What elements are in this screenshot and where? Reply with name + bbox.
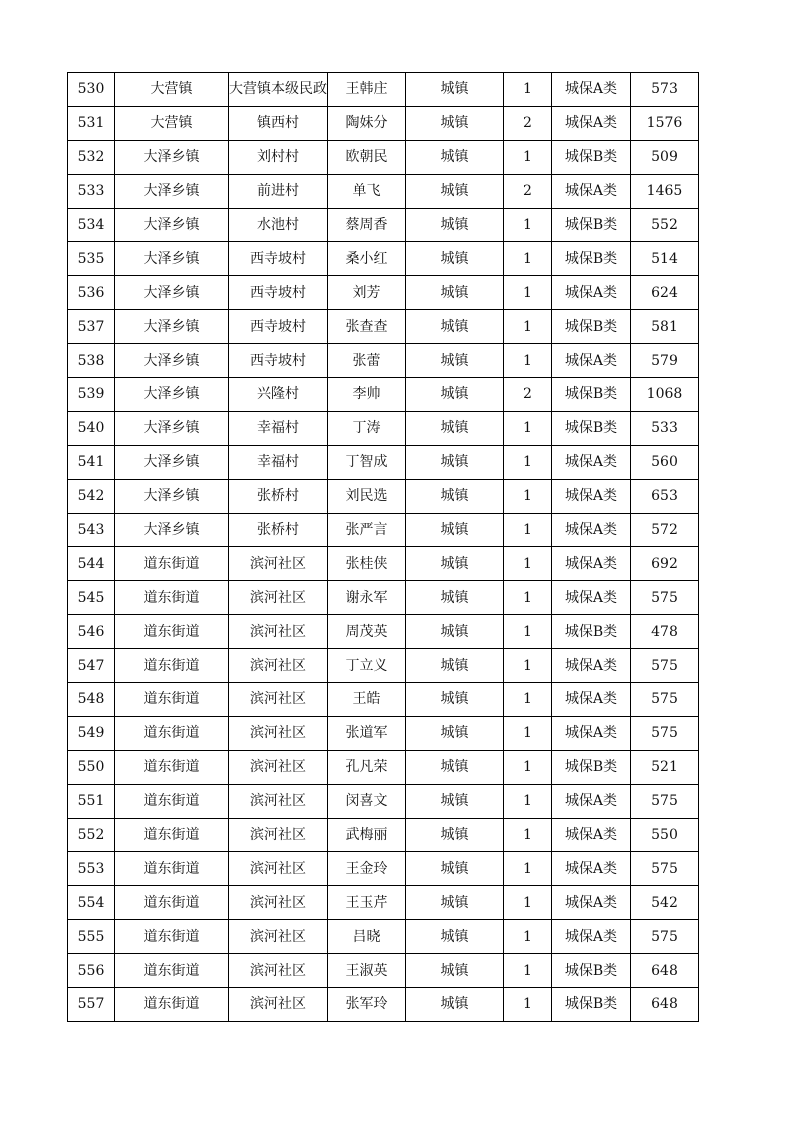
person-count-cell: 1 xyxy=(504,445,552,479)
amount-cell: 509 xyxy=(631,140,699,174)
name-cell: 欧朝民 xyxy=(328,140,406,174)
town-cell: 大泽乡镇 xyxy=(115,242,229,276)
table-row xyxy=(68,547,699,581)
row-number-cell: 540 xyxy=(68,411,115,445)
household-type-cell: 城镇 xyxy=(406,547,504,581)
town-cell: 大泽乡镇 xyxy=(115,445,229,479)
row-number-cell: 531 xyxy=(68,106,115,140)
village-cell: 滨河社区 xyxy=(229,784,328,818)
household-type-cell: 城镇 xyxy=(406,276,504,310)
table-row xyxy=(68,513,699,547)
category-cell: 城保B类 xyxy=(552,411,631,445)
row-number-cell: 547 xyxy=(68,649,115,683)
household-type-cell: 城镇 xyxy=(406,886,504,920)
person-count-cell: 1 xyxy=(504,547,552,581)
name-cell: 王韩庄 xyxy=(328,73,406,107)
household-type-cell: 城镇 xyxy=(406,513,504,547)
category-cell: 城保B类 xyxy=(552,988,631,1022)
amount-cell: 624 xyxy=(631,276,699,310)
row-number-cell: 553 xyxy=(68,852,115,886)
village-cell: 张桥村 xyxy=(229,479,328,513)
name-cell: 李帅 xyxy=(328,378,406,412)
category-cell: 城保A类 xyxy=(552,106,631,140)
row-number-cell: 544 xyxy=(68,547,115,581)
household-type-cell: 城镇 xyxy=(406,716,504,750)
category-cell: 城保A类 xyxy=(552,344,631,378)
household-type-cell: 城镇 xyxy=(406,818,504,852)
name-cell: 刘芳 xyxy=(328,276,406,310)
village-cell: 前进村 xyxy=(229,174,328,208)
name-cell: 桑小红 xyxy=(328,242,406,276)
name-cell: 王皓 xyxy=(328,683,406,717)
name-cell: 丁涛 xyxy=(328,411,406,445)
category-cell: 城保B类 xyxy=(552,954,631,988)
town-cell: 道东街道 xyxy=(115,649,229,683)
category-cell: 城保A类 xyxy=(552,174,631,208)
category-cell: 城保A类 xyxy=(552,649,631,683)
household-type-cell: 城镇 xyxy=(406,73,504,107)
table-row xyxy=(68,106,699,140)
town-cell: 道东街道 xyxy=(115,750,229,784)
table-row xyxy=(68,73,699,107)
row-number-cell: 539 xyxy=(68,378,115,412)
household-type-cell: 城镇 xyxy=(406,649,504,683)
household-type-cell: 城镇 xyxy=(406,378,504,412)
amount-cell: 692 xyxy=(631,547,699,581)
table-row xyxy=(68,411,699,445)
category-cell: 城保A类 xyxy=(552,73,631,107)
table-row xyxy=(68,988,699,1022)
category-cell: 城保A类 xyxy=(552,479,631,513)
household-type-cell: 城镇 xyxy=(406,479,504,513)
household-type-cell: 城镇 xyxy=(406,344,504,378)
amount-cell: 521 xyxy=(631,750,699,784)
household-type-cell: 城镇 xyxy=(406,208,504,242)
village-cell: 刘村村 xyxy=(229,140,328,174)
name-cell: 蔡周香 xyxy=(328,208,406,242)
amount-cell: 575 xyxy=(631,581,699,615)
town-cell: 道东街道 xyxy=(115,988,229,1022)
amount-cell: 514 xyxy=(631,242,699,276)
amount-cell: 573 xyxy=(631,73,699,107)
village-cell: 大营镇本级民政 xyxy=(229,73,328,107)
category-cell: 城保B类 xyxy=(552,615,631,649)
village-cell: 兴隆村 xyxy=(229,378,328,412)
row-number-cell: 551 xyxy=(68,784,115,818)
category-cell: 城保A类 xyxy=(552,886,631,920)
category-cell: 城保A类 xyxy=(552,920,631,954)
row-number-cell: 550 xyxy=(68,750,115,784)
household-type-cell: 城镇 xyxy=(406,615,504,649)
row-number-cell: 557 xyxy=(68,988,115,1022)
town-cell: 道东街道 xyxy=(115,581,229,615)
row-number-cell: 552 xyxy=(68,818,115,852)
name-cell: 丁立义 xyxy=(328,649,406,683)
person-count-cell: 2 xyxy=(504,378,552,412)
row-number-cell: 555 xyxy=(68,920,115,954)
amount-cell: 648 xyxy=(631,954,699,988)
village-cell: 滨河社区 xyxy=(229,649,328,683)
category-cell: 城保A类 xyxy=(552,581,631,615)
table-row xyxy=(68,344,699,378)
table-row xyxy=(68,852,699,886)
person-count-cell: 1 xyxy=(504,920,552,954)
row-number-cell: 554 xyxy=(68,886,115,920)
amount-cell: 478 xyxy=(631,615,699,649)
person-count-cell: 1 xyxy=(504,954,552,988)
town-cell: 大泽乡镇 xyxy=(115,208,229,242)
table-row xyxy=(68,378,699,412)
table-body xyxy=(68,73,699,1022)
row-number-cell: 548 xyxy=(68,683,115,717)
table-row xyxy=(68,818,699,852)
name-cell: 张桂侠 xyxy=(328,547,406,581)
name-cell: 周茂英 xyxy=(328,615,406,649)
household-type-cell: 城镇 xyxy=(406,750,504,784)
town-cell: 大泽乡镇 xyxy=(115,276,229,310)
person-count-cell: 1 xyxy=(504,750,552,784)
row-number-cell: 535 xyxy=(68,242,115,276)
table-row xyxy=(68,445,699,479)
table-row xyxy=(68,242,699,276)
table-row xyxy=(68,140,699,174)
amount-cell: 533 xyxy=(631,411,699,445)
town-cell: 大泽乡镇 xyxy=(115,310,229,344)
town-cell: 道东街道 xyxy=(115,818,229,852)
table-row xyxy=(68,276,699,310)
person-count-cell: 1 xyxy=(504,276,552,310)
town-cell: 大泽乡镇 xyxy=(115,174,229,208)
person-count-cell: 1 xyxy=(504,615,552,649)
person-count-cell: 1 xyxy=(504,411,552,445)
town-cell: 道东街道 xyxy=(115,547,229,581)
amount-cell: 648 xyxy=(631,988,699,1022)
village-cell: 滨河社区 xyxy=(229,716,328,750)
household-type-cell: 城镇 xyxy=(406,174,504,208)
row-number-cell: 532 xyxy=(68,140,115,174)
person-count-cell: 1 xyxy=(504,140,552,174)
amount-cell: 1576 xyxy=(631,106,699,140)
village-cell: 西寺坡村 xyxy=(229,310,328,344)
household-type-cell: 城镇 xyxy=(406,954,504,988)
category-cell: 城保B类 xyxy=(552,378,631,412)
town-cell: 大泽乡镇 xyxy=(115,513,229,547)
village-cell: 幸福村 xyxy=(229,445,328,479)
town-cell: 大营镇 xyxy=(115,106,229,140)
village-cell: 滨河社区 xyxy=(229,683,328,717)
person-count-cell: 1 xyxy=(504,310,552,344)
name-cell: 闵喜文 xyxy=(328,784,406,818)
amount-cell: 575 xyxy=(631,920,699,954)
row-number-cell: 536 xyxy=(68,276,115,310)
person-count-cell: 1 xyxy=(504,581,552,615)
household-type-cell: 城镇 xyxy=(406,310,504,344)
row-number-cell: 538 xyxy=(68,344,115,378)
person-count-cell: 1 xyxy=(504,784,552,818)
name-cell: 丁智成 xyxy=(328,445,406,479)
table-row xyxy=(68,750,699,784)
table-row xyxy=(68,479,699,513)
data-table xyxy=(67,72,699,1022)
category-cell: 城保B类 xyxy=(552,208,631,242)
household-type-cell: 城镇 xyxy=(406,988,504,1022)
village-cell: 滨河社区 xyxy=(229,852,328,886)
village-cell: 滨河社区 xyxy=(229,750,328,784)
name-cell: 张严言 xyxy=(328,513,406,547)
town-cell: 大泽乡镇 xyxy=(115,411,229,445)
town-cell: 道东街道 xyxy=(115,615,229,649)
table-row xyxy=(68,784,699,818)
name-cell: 陶妹分 xyxy=(328,106,406,140)
village-cell: 滨河社区 xyxy=(229,886,328,920)
town-cell: 道东街道 xyxy=(115,954,229,988)
town-cell: 道东街道 xyxy=(115,683,229,717)
village-cell: 滨河社区 xyxy=(229,615,328,649)
amount-cell: 542 xyxy=(631,886,699,920)
person-count-cell: 1 xyxy=(504,683,552,717)
person-count-cell: 1 xyxy=(504,852,552,886)
category-cell: 城保A类 xyxy=(552,716,631,750)
table-row xyxy=(68,649,699,683)
person-count-cell: 1 xyxy=(504,479,552,513)
category-cell: 城保B类 xyxy=(552,242,631,276)
village-cell: 镇西村 xyxy=(229,106,328,140)
person-count-cell: 2 xyxy=(504,174,552,208)
name-cell: 张查查 xyxy=(328,310,406,344)
amount-cell: 575 xyxy=(631,852,699,886)
household-type-cell: 城镇 xyxy=(406,581,504,615)
person-count-cell: 1 xyxy=(504,73,552,107)
person-count-cell: 2 xyxy=(504,106,552,140)
category-cell: 城保A类 xyxy=(552,784,631,818)
name-cell: 谢永军 xyxy=(328,581,406,615)
amount-cell: 579 xyxy=(631,344,699,378)
row-number-cell: 537 xyxy=(68,310,115,344)
category-cell: 城保B类 xyxy=(552,140,631,174)
village-cell: 西寺坡村 xyxy=(229,344,328,378)
amount-cell: 575 xyxy=(631,683,699,717)
row-number-cell: 546 xyxy=(68,615,115,649)
town-cell: 道东街道 xyxy=(115,920,229,954)
household-type-cell: 城镇 xyxy=(406,683,504,717)
village-cell: 西寺坡村 xyxy=(229,276,328,310)
name-cell: 王玉芹 xyxy=(328,886,406,920)
name-cell: 王淑英 xyxy=(328,954,406,988)
person-count-cell: 1 xyxy=(504,242,552,276)
name-cell: 张军玲 xyxy=(328,988,406,1022)
household-type-cell: 城镇 xyxy=(406,140,504,174)
household-type-cell: 城镇 xyxy=(406,445,504,479)
category-cell: 城保A类 xyxy=(552,683,631,717)
village-cell: 滨河社区 xyxy=(229,988,328,1022)
person-count-cell: 1 xyxy=(504,716,552,750)
table-row xyxy=(68,581,699,615)
name-cell: 张道军 xyxy=(328,716,406,750)
table-row xyxy=(68,615,699,649)
town-cell: 大泽乡镇 xyxy=(115,378,229,412)
person-count-cell: 1 xyxy=(504,513,552,547)
row-number-cell: 545 xyxy=(68,581,115,615)
amount-cell: 552 xyxy=(631,208,699,242)
village-cell: 滨河社区 xyxy=(229,547,328,581)
household-type-cell: 城镇 xyxy=(406,920,504,954)
table-row xyxy=(68,310,699,344)
amount-cell: 581 xyxy=(631,310,699,344)
amount-cell: 575 xyxy=(631,784,699,818)
name-cell: 王金玲 xyxy=(328,852,406,886)
town-cell: 道东街道 xyxy=(115,886,229,920)
person-count-cell: 1 xyxy=(504,988,552,1022)
name-cell: 刘民选 xyxy=(328,479,406,513)
amount-cell: 572 xyxy=(631,513,699,547)
amount-cell: 550 xyxy=(631,818,699,852)
town-cell: 大营镇 xyxy=(115,73,229,107)
town-cell: 道东街道 xyxy=(115,852,229,886)
amount-cell: 653 xyxy=(631,479,699,513)
row-number-cell: 541 xyxy=(68,445,115,479)
table-row xyxy=(68,174,699,208)
name-cell: 吕晓 xyxy=(328,920,406,954)
table-row xyxy=(68,208,699,242)
amount-cell: 560 xyxy=(631,445,699,479)
category-cell: 城保B类 xyxy=(552,310,631,344)
row-number-cell: 556 xyxy=(68,954,115,988)
table-row xyxy=(68,954,699,988)
village-cell: 水池村 xyxy=(229,208,328,242)
person-count-cell: 1 xyxy=(504,649,552,683)
household-type-cell: 城镇 xyxy=(406,242,504,276)
person-count-cell: 1 xyxy=(504,886,552,920)
category-cell: 城保A类 xyxy=(552,513,631,547)
amount-cell: 575 xyxy=(631,649,699,683)
category-cell: 城保B类 xyxy=(552,750,631,784)
amount-cell: 575 xyxy=(631,716,699,750)
town-cell: 道东街道 xyxy=(115,716,229,750)
village-cell: 幸福村 xyxy=(229,411,328,445)
village-cell: 滨河社区 xyxy=(229,920,328,954)
table-row xyxy=(68,920,699,954)
row-number-cell: 534 xyxy=(68,208,115,242)
name-cell: 武梅丽 xyxy=(328,818,406,852)
village-cell: 滨河社区 xyxy=(229,954,328,988)
town-cell: 道东街道 xyxy=(115,784,229,818)
category-cell: 城保A类 xyxy=(552,547,631,581)
amount-cell: 1465 xyxy=(631,174,699,208)
row-number-cell: 542 xyxy=(68,479,115,513)
category-cell: 城保A类 xyxy=(552,276,631,310)
person-count-cell: 1 xyxy=(504,208,552,242)
village-cell: 西寺坡村 xyxy=(229,242,328,276)
table-row xyxy=(68,683,699,717)
name-cell: 单飞 xyxy=(328,174,406,208)
row-number-cell: 543 xyxy=(68,513,115,547)
household-type-cell: 城镇 xyxy=(406,106,504,140)
category-cell: 城保A类 xyxy=(552,445,631,479)
person-count-cell: 1 xyxy=(504,344,552,378)
town-cell: 大泽乡镇 xyxy=(115,479,229,513)
town-cell: 大泽乡镇 xyxy=(115,344,229,378)
village-cell: 滨河社区 xyxy=(229,818,328,852)
name-cell: 孔凡荣 xyxy=(328,750,406,784)
household-type-cell: 城镇 xyxy=(406,852,504,886)
row-number-cell: 530 xyxy=(68,73,115,107)
category-cell: 城保A类 xyxy=(552,852,631,886)
row-number-cell: 533 xyxy=(68,174,115,208)
household-type-cell: 城镇 xyxy=(406,784,504,818)
table-row xyxy=(68,716,699,750)
household-type-cell: 城镇 xyxy=(406,411,504,445)
name-cell: 张蕾 xyxy=(328,344,406,378)
category-cell: 城保A类 xyxy=(552,818,631,852)
village-cell: 滨河社区 xyxy=(229,581,328,615)
town-cell: 大泽乡镇 xyxy=(115,140,229,174)
amount-cell: 1068 xyxy=(631,378,699,412)
row-number-cell: 549 xyxy=(68,716,115,750)
person-count-cell: 1 xyxy=(504,818,552,852)
table-row xyxy=(68,886,699,920)
village-cell: 张桥村 xyxy=(229,513,328,547)
